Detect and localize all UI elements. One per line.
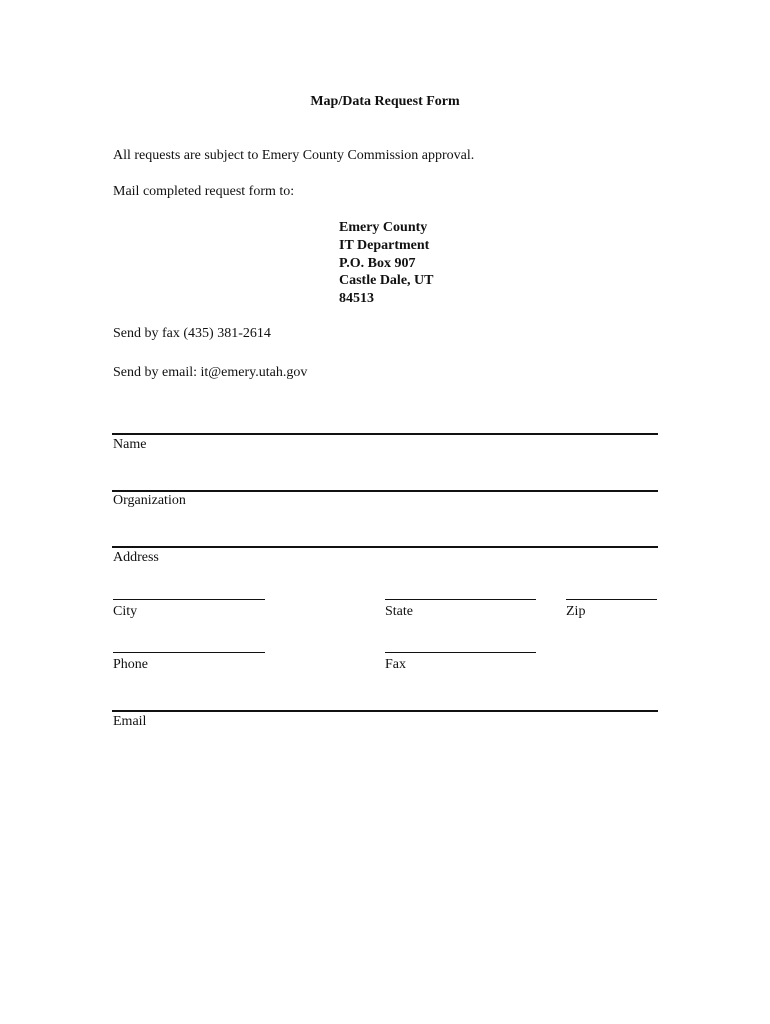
address-label: Address [113,550,159,565]
fax-entry-line[interactable] [385,652,536,653]
name-entry-line[interactable] [112,433,658,435]
form-title: Map/Data Request Form [310,94,460,109]
fax-label: Fax [385,657,406,672]
email-instruction: Send by email: it@emery.utah.gov [113,365,308,380]
mailing-address [339,219,434,308]
mail-instruction: Mail completed request form to: [113,184,295,199]
address-line-2: IT Department [339,237,430,253]
address-entry-line[interactable] [112,546,658,548]
city-entry-line[interactable] [113,599,265,600]
address-line-5: 84513 [339,291,374,307]
phone-label: Phone [113,657,148,672]
zip-entry-line[interactable] [566,599,657,600]
phone-entry-line[interactable] [113,652,265,653]
email-label: Email [113,714,147,729]
name-label: Name [113,437,147,452]
address-line-1: Emery County [339,220,428,235]
organization-entry-line[interactable] [112,490,658,492]
address-line-4: Castle Dale, UT [339,273,434,289]
approval-note: All requests are subject to Emery County Commission approval. [113,148,475,163]
fax-instruction: Send by fax (435) 381-2614 [113,326,271,341]
email-entry-line[interactable] [112,710,658,712]
state-entry-line[interactable] [385,599,536,600]
organization-label: Organization [113,493,186,508]
city-label: City [113,604,138,619]
state-label: State [385,604,413,619]
address-line-3: P.O. Box 907 [339,255,416,271]
zip-label: Zip [566,604,586,619]
